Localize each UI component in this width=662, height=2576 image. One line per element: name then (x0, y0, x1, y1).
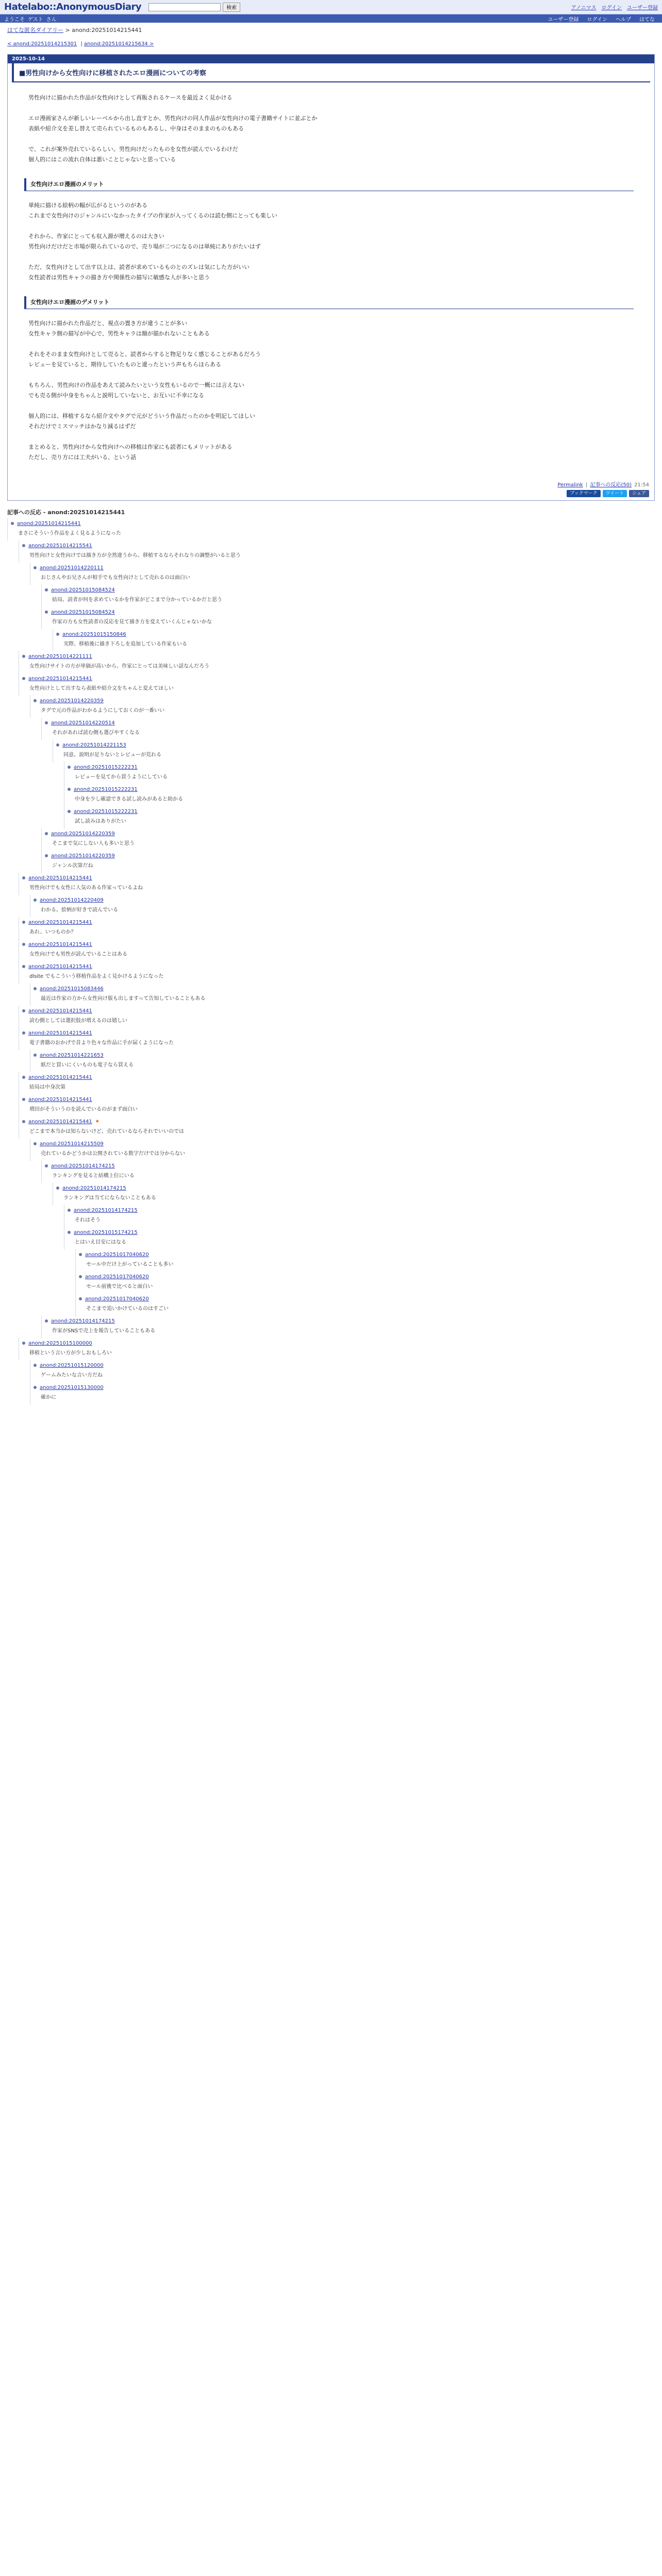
article-footer: Permalink | 記事への反応(50) 21:54 (557, 482, 649, 488)
comment-text: セール中だけ上がっていることも多い (86, 1262, 174, 1267)
comment (64, 1227, 655, 1249)
comment-text: 紙だと買いにくいものも電子なら買える (41, 1062, 134, 1068)
comment-header (30, 1382, 655, 1393)
bullet-icon (45, 611, 48, 614)
comment (41, 607, 655, 629)
comment (64, 762, 655, 784)
comment-id-link[interactable]: anond:20251014215441 (28, 875, 92, 881)
comment-text: ジャンル次第だね (52, 863, 93, 869)
welcome-text: ようこそ (4, 16, 25, 23)
comment-text: dlsite でもこういう移植作品をよく見かけるようになった (29, 974, 164, 979)
bullet-icon (34, 899, 37, 902)
comment-header (42, 718, 655, 728)
subbar-register-link[interactable]: ユーザー登録 (548, 16, 579, 23)
comment-text: 結局、読者が何を求めているかを作家がどこまで分かっているかだと思う (52, 597, 222, 603)
comment-header (19, 1338, 655, 1348)
bullet-icon (45, 854, 48, 857)
comment-text: 作家がSNSで売上を報告していることもある (52, 1328, 156, 1334)
comment-tree (7, 518, 655, 1404)
share-button[interactable]: シェア (629, 490, 649, 497)
comment (30, 1139, 655, 1161)
bullet-icon (22, 965, 25, 968)
tweet-button[interactable]: ツイート (603, 490, 627, 497)
section-heading: 女性向けエロ漫画のメリット (24, 178, 634, 191)
comment (19, 1072, 655, 1094)
comment (30, 984, 655, 1006)
paragraph-line: それだけでミスマッチはかなり減るはずだ (28, 423, 136, 430)
comment (41, 1316, 655, 1338)
comment-header (30, 895, 655, 905)
bullet-icon (22, 1120, 25, 1123)
bullet-icon (34, 699, 37, 702)
comment-text: セール前後で比べると面白い (86, 1284, 153, 1290)
bullet-icon (34, 1386, 37, 1389)
comment (41, 828, 655, 851)
paragraph (28, 144, 634, 165)
comment-header (19, 540, 655, 551)
bullet-icon (45, 1319, 48, 1323)
comment (64, 1205, 655, 1227)
bullet-icon (68, 766, 71, 769)
comment-text: 移植という言い方が少しおもしろい (29, 1350, 112, 1356)
comment-header (8, 518, 655, 529)
entry-pager (0, 37, 662, 51)
bullet-icon (11, 522, 14, 525)
comment-header (76, 1294, 655, 1304)
comment-id-link[interactable]: anond:20251015084524 (51, 587, 115, 593)
bullet-icon (56, 633, 59, 636)
comment-text: 試し読みはありがたい (75, 819, 126, 824)
bullet-icon (22, 1076, 25, 1079)
paragraph (28, 349, 634, 370)
comment-text: 増田がそういうのを読んでいるのがまず面白い (29, 1107, 138, 1112)
comment (19, 917, 655, 939)
comment-text: ゲームみたいな言い方だね (41, 1372, 103, 1378)
comment-text: 読む側としては選択肢が増えるのは嬉しい (29, 1018, 127, 1024)
paragraph-line: ただ、女性向けとして出す以上は、読者が求めているものとのズレは気にした方がいい (28, 264, 250, 270)
comment (19, 673, 655, 696)
comment (41, 851, 655, 873)
sub-navigation (0, 14, 662, 23)
comment (19, 1006, 655, 1028)
comment-header (53, 740, 655, 750)
bullet-icon (22, 921, 25, 924)
bullet-icon (79, 1253, 82, 1256)
comment (30, 895, 655, 917)
comment-header (19, 673, 655, 684)
comment-text: 作家の方も女性読者の反応を見て描き方を変えていくんじゃないかな (52, 619, 212, 625)
comment-id-link[interactable]: anond:20251015150846 (62, 631, 126, 637)
section-heading: 女性向けエロ漫画のデメリット (24, 296, 634, 309)
comment-header (42, 1161, 655, 1171)
bullet-icon (45, 588, 48, 591)
comments-heading: 記事への反応 - anond:20251014215441 (7, 509, 125, 516)
bullet-icon (22, 544, 25, 547)
comment-text: 女性向けとして出すなら表紙や紹介文をちゃんと変えてほしい (29, 686, 174, 691)
bullet-icon (79, 1297, 82, 1300)
comment-id-link[interactable]: anond:20251014215441 (28, 675, 92, 682)
comment-header (19, 1006, 655, 1016)
paragraph-line: で、これが案外売れているらしい。男性向けだったものを女性が読んでいるわけだ (28, 146, 238, 152)
comment-text: ランキングは当てにならないこともある (63, 1195, 156, 1201)
comment-id-link[interactable]: anond:20251015222231 (74, 786, 138, 792)
bullet-icon (22, 943, 25, 946)
comment-header (64, 806, 655, 817)
comment-text: そこまで追いかけているのはすごい (86, 1306, 169, 1312)
comment (53, 629, 655, 651)
comment-id-link[interactable]: anond:20251014215441 (28, 1118, 92, 1125)
comment-id-link[interactable]: anond:20251014220409 (40, 897, 104, 903)
bullet-icon (68, 788, 71, 791)
comment-header (19, 1094, 655, 1105)
comment (30, 1050, 655, 1072)
header-link-register[interactable]: ユーザー登録 (627, 5, 658, 11)
bullet-icon (56, 743, 59, 747)
paragraph-line: それから、作家にとっても収入源が増えるのは大きい (28, 233, 164, 240)
bullet-icon (34, 987, 37, 990)
comment (19, 1116, 655, 1139)
bookmark-button[interactable]: ブックマーク (567, 490, 600, 497)
comment-header (30, 1360, 655, 1370)
bullet-icon (34, 1142, 37, 1145)
bullet-icon (68, 1209, 71, 1212)
comment-id-link[interactable]: anond:20251014215441 (28, 963, 92, 970)
comment-header (19, 1116, 655, 1127)
search-input[interactable] (148, 3, 221, 11)
bullet-icon (22, 1031, 25, 1035)
comment-id-link[interactable]: anond:20251014215441 (28, 1074, 92, 1080)
comment-text: 確かに (41, 1395, 56, 1400)
comment-id-link[interactable]: anond:20251015083446 (40, 986, 104, 992)
comment-header (64, 784, 655, 794)
subbar-right (548, 15, 658, 23)
bullet-icon (68, 1231, 71, 1234)
bullet-icon (56, 1187, 59, 1190)
paragraph-line: 男性向けに描かれた作品だと、視点の置き方が違うことが多い (28, 320, 187, 327)
comment-header (64, 1227, 655, 1238)
header-link-anonymous[interactable]: アノニマス (571, 5, 597, 11)
bullet-icon (22, 1342, 25, 1345)
comment-id-link[interactable]: anond:20251014174215 (51, 1163, 115, 1169)
comment (53, 1183, 655, 1205)
comment-text: タグで元の作品がわかるようにしておくのが一番いい (41, 708, 164, 714)
pager-separator: | (79, 41, 85, 47)
comment-id-link[interactable]: anond:20251014220359 (51, 831, 115, 837)
comment-id-link[interactable]: anond:20251015130000 (40, 1384, 104, 1391)
comment-header (19, 873, 655, 883)
comment-id-link[interactable]: anond:20251017040620 (85, 1296, 149, 1302)
comment-text: おじさんやお兄さんが相手でも女性向けとして売れるのは面白い (41, 575, 190, 581)
comment-id-link[interactable]: anond:20251014220359 (51, 853, 115, 859)
bullet-icon (22, 1009, 25, 1012)
site-header (0, 0, 662, 14)
paragraph-line: 単純に描ける絵柄の幅が広がるというのがある (28, 202, 147, 209)
share-buttons (8, 490, 654, 500)
comment (30, 1382, 655, 1404)
comment-header (42, 607, 655, 617)
comment (75, 1249, 655, 1272)
comment (41, 585, 655, 607)
comment-id-link[interactable]: anond:20251014221111 (28, 653, 92, 659)
bullet-icon (22, 876, 25, 879)
comment-text: 同意。説明が足りないとレビューが荒れる (63, 752, 161, 758)
comment-header (30, 984, 655, 994)
comment-text: 女性向けでも男性が読んでいることはある (29, 952, 127, 957)
comment-id-link[interactable]: anond:20251014215441 (28, 1030, 92, 1036)
bullet-icon (45, 1164, 48, 1167)
bullet-icon (34, 1364, 37, 1367)
comment-id-link[interactable]: anond:20251014220111 (40, 565, 104, 571)
comment-id-link[interactable]: anond:20251015100000 (28, 1340, 92, 1346)
site-logo[interactable]: Hatelabo::AnonymousDiary (4, 2, 142, 12)
comment (19, 540, 655, 563)
comment-text: 売れているかどうかは公開されている数字だけでは分からない (41, 1151, 185, 1157)
paragraph (28, 380, 634, 401)
comment-header (19, 651, 655, 662)
comment-text: どこまで本当かは知らないけど、売れているならそれでいいのでは (29, 1129, 184, 1134)
comment-header (53, 1183, 655, 1193)
paragraph (28, 318, 634, 339)
post-time: 21:54 (634, 482, 649, 488)
comment (75, 1294, 655, 1316)
comment-text: わかる。絵柄が好きで読んでいる (41, 907, 118, 913)
comment-header (19, 939, 655, 950)
paragraph-line: エロ漫画家さんが新しいレーベルから出し直すとか、男性向けの同人作品が女性向けの電子書籍サイトに並ぶとか (28, 115, 318, 122)
paragraph (28, 231, 634, 252)
comment-header (42, 851, 655, 861)
comment-header (53, 629, 655, 639)
article-title[interactable]: ■男性向けから女性向けに移植されたエロ漫画についての考察 (12, 63, 650, 82)
paragraph-line: これまで女性向けのジャンルにいなかったタイプの作家が入ってくるのは読む側にとっても楽しい (28, 212, 277, 219)
paragraph-line: レビューを見ていると、期待していたものと違ったという声もちらほらある (28, 361, 221, 368)
comment-text: 女性向けサイトの方が単価が高いから、作家にとっては美味しい話なんだろう (29, 664, 210, 669)
comment (30, 696, 655, 718)
next-entry-link[interactable]: anond:20251014215634 > (84, 41, 154, 47)
comment-text: それがあれば読む側も選びやすくなる (52, 730, 140, 736)
comment-text: 男性向けでも女性に人気のある作家っているよね (29, 885, 143, 891)
comment-header (19, 1072, 655, 1082)
comment-text: まさにそういう作品をよく見るようになった (18, 531, 121, 536)
article (7, 54, 655, 501)
comment-header (30, 696, 655, 706)
comment (64, 806, 655, 828)
comment-id-link[interactable]: anond:20251014174215 (62, 1185, 126, 1191)
comment (41, 1161, 655, 1183)
comment-text: 結局は中身次第 (29, 1084, 65, 1090)
comment-header (30, 1139, 655, 1149)
comment-text: それはそう (75, 1217, 101, 1223)
comment-text: ランキングを見ると結構上位にいる (52, 1173, 135, 1179)
comment-id-link[interactable]: anond:20251015222231 (74, 764, 138, 770)
paragraph (28, 411, 634, 432)
guest-link[interactable]: ゲスト (28, 16, 43, 23)
comment-id-link[interactable]: anond:20251014215509 (40, 1141, 104, 1147)
paragraph-line: 表紙や紹介文を差し替えて売られているものもあるし、中身はそのままのものもある (28, 125, 244, 132)
star-icon[interactable]: ★ (95, 1119, 100, 1124)
paragraph-line: でも売る側が中身をちゃんと説明していないと、お互いに不幸になる (28, 392, 204, 399)
comment-header (76, 1272, 655, 1282)
bullet-icon (68, 810, 71, 813)
comment-header (19, 961, 655, 972)
paragraph (28, 93, 634, 103)
comment-header (76, 1249, 655, 1260)
comment-text: とはいえ目安にはなる (75, 1240, 126, 1245)
comment-id-link[interactable]: anond:20251014215441 (28, 1096, 92, 1103)
comment (19, 1338, 655, 1360)
bullet-icon (22, 655, 25, 658)
paragraph-line: 男性向けに描かれた作品が女性向けとして再販されるケースを最近よく見かける (28, 94, 233, 101)
paragraph-line: それをそのまま女性向けとして売ると、読者からすると物足りなく感じることがあるだろう (28, 351, 261, 358)
bullet-icon (22, 1098, 25, 1101)
bullet-icon (45, 721, 48, 724)
breadcrumb (0, 23, 662, 37)
paragraph (28, 200, 634, 221)
comment-header (30, 563, 655, 573)
comment-id-link[interactable]: anond:20251014215541 (28, 543, 92, 549)
comment-id-link[interactable]: anond:20251014215441 (28, 1008, 92, 1014)
subbar-help-link[interactable]: ヘルプ (616, 16, 631, 23)
bullet-icon (34, 1054, 37, 1057)
comment-text: そこまで気にしない人も多いと思う (52, 841, 135, 846)
san-text: さん (46, 16, 57, 23)
comment-id-link[interactable]: anond:20251014174215 (51, 1318, 115, 1324)
comment-text: 実際、移植後に描き下ろしを追加している作家もいる (63, 641, 187, 647)
comment (7, 518, 655, 540)
comment (19, 651, 655, 673)
comment (75, 1272, 655, 1294)
comment (19, 939, 655, 961)
comment-id-link[interactable]: anond:20251017040620 (85, 1251, 149, 1258)
comment (19, 1094, 655, 1116)
comment (19, 873, 655, 895)
paragraph-line: 男性向けだけだと市場が限られているので、売り場が二つになるのは単純にありがたいはず (28, 243, 261, 250)
comment-id-link[interactable]: anond:20251014221153 (62, 742, 126, 748)
comment-id-link[interactable]: anond:20251014220514 (51, 720, 115, 726)
breadcrumb-separator: > (63, 27, 72, 33)
comment-text: レビューを見てから買うようにしている (75, 774, 168, 780)
comment-text: 男性向けと女性向けでは描き方が全然違うから、移植するならそれなりの調整がいると思う (29, 553, 241, 558)
subbar-hatena-link[interactable]: はてな (639, 16, 655, 23)
header-links (571, 3, 658, 11)
comment-id-link[interactable]: anond:20251014221653 (40, 1052, 104, 1058)
comment-id-link[interactable]: anond:20251015174215 (74, 1229, 138, 1235)
comment-header (42, 585, 655, 595)
breadcrumb-current: anond:20251014215441 (72, 27, 142, 33)
permalink[interactable]: Permalink (557, 482, 583, 488)
comment (19, 1028, 655, 1050)
comment (41, 718, 655, 740)
article-body (8, 82, 654, 478)
paragraph (28, 442, 634, 463)
comment-text: あれ、いつものか？ (29, 929, 76, 935)
comment (30, 563, 655, 585)
comment-id-link[interactable]: anond:20251015084524 (51, 609, 115, 615)
comment-header (42, 828, 655, 839)
comment-header (19, 917, 655, 927)
comment-id-link[interactable]: anond:20251014174215 (74, 1207, 138, 1213)
bullet-icon (34, 566, 37, 569)
prev-entry-link[interactable]: < anond:20251014215301 (7, 41, 77, 47)
comment-id-link[interactable]: anond:20251015222231 (74, 808, 138, 815)
comment-header (30, 1050, 655, 1060)
comment (53, 740, 655, 762)
paragraph-line: 個人的には、移植するなら紹介文やタグで元がどういう作品だったのかを明記してほしい (28, 413, 255, 419)
comment (30, 1360, 655, 1382)
comment-text: 中身を少し確認できる試し読みがあると助かる (75, 796, 183, 802)
paragraph (28, 262, 634, 283)
breadcrumb-root[interactable]: はてな匿名ダイアリー (7, 27, 64, 33)
comment-id-link[interactable]: anond:20251014215441 (28, 919, 92, 925)
paragraph-line: ただし、売り方には工夫がいる、という話 (28, 454, 136, 461)
comment-header (64, 1205, 655, 1215)
bullet-icon (22, 677, 25, 680)
article-date: 2025-10-14 (8, 55, 654, 63)
comment-text: 最近は作家の方から女性向け版も出しますって告知していることもある (41, 996, 206, 1002)
paragraph-line: 女性キャラ側の描写が中心で、男性キャラは顔が描かれないこともある (28, 330, 210, 337)
comment (19, 961, 655, 984)
comment-header (42, 1316, 655, 1326)
comment-header (64, 762, 655, 772)
paragraph-line: もちろん、男性向けの作品をあえて読みたいという女性もいるので一概には言えない (28, 382, 244, 388)
comment-text: 電子書籍のおかげで昔より色々な作品に手が届くようになった (29, 1040, 174, 1046)
comment-id-link[interactable]: anond:20251015120000 (40, 1362, 104, 1368)
comment-header (19, 1028, 655, 1038)
paragraph-line: まとめると、男性向けから女性向けへの移植は作家にも読者にもメリットがある (28, 444, 233, 450)
paragraph (28, 113, 634, 134)
bullet-icon (79, 1275, 82, 1278)
search-button[interactable]: 検索 (223, 3, 240, 12)
comment-id-link[interactable]: anond:20251014215441 (17, 520, 81, 527)
subbar-login-link[interactable]: ログイン (587, 16, 607, 23)
comment-id-link[interactable]: anond:20251017040620 (85, 1274, 149, 1280)
reactions-link[interactable]: 記事への反応(50) (590, 482, 632, 488)
header-link-login[interactable]: ログイン (601, 5, 622, 11)
comment-id-link[interactable]: anond:20251014220359 (40, 698, 104, 704)
bullet-icon (45, 832, 48, 835)
paragraph-line: 女性読者は男性キャラの描き方や関係性の描写に敏感な人が多いと思う (28, 274, 210, 281)
comment (64, 784, 655, 806)
comment-id-link[interactable]: anond:20251014215441 (28, 941, 92, 947)
paragraph-line: 個人的にはこの流れ自体は悪いことじゃないと思っている (28, 156, 176, 163)
